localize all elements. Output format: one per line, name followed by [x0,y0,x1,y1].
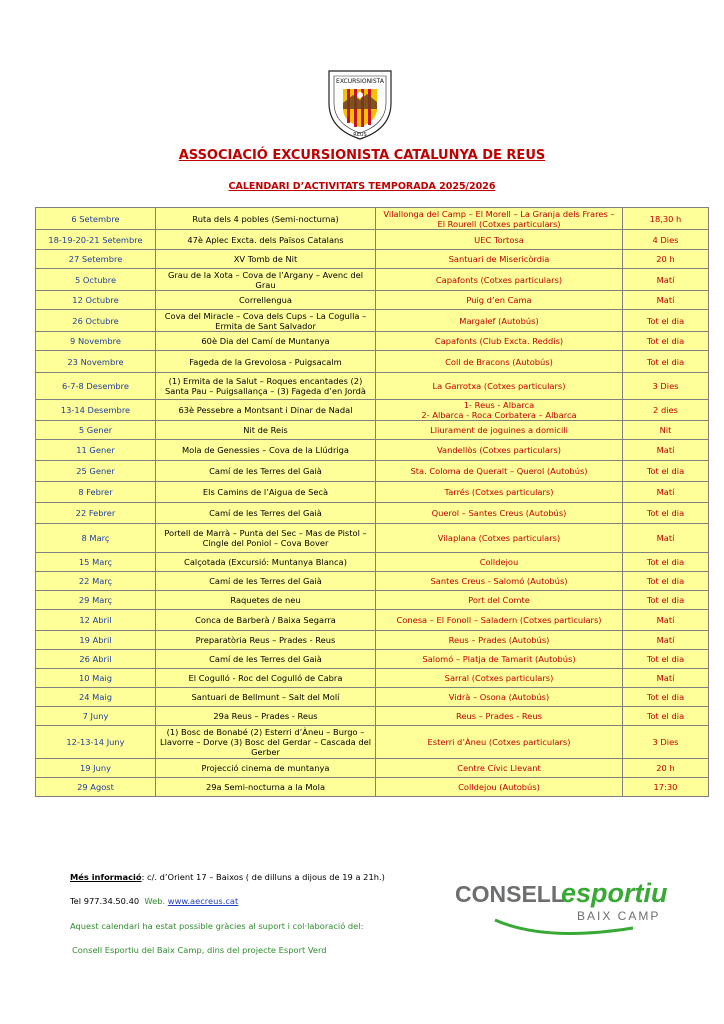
row-place: Vandellòs (Cotxes particulars) [376,440,623,461]
row-activity: Camí de les Terres del Gaià [156,650,376,669]
row-place: Vidrà – Osona (Autobús) [376,688,623,707]
more-info [70,872,385,882]
row-date: 29 Març [36,591,156,610]
more-info-text: : c/. d’Orient 17 – Baixos ( de dilluns a dijous de 19 a 21h.) [141,872,385,882]
row-duration: Matí [623,524,709,553]
row-place: Vilaplana (Cotxes particulars) [376,524,623,553]
row-activity: Els Camins de l’Aigua de Secà [156,482,376,503]
row-duration: 2 dies [623,400,709,421]
row-place: Sta. Coloma de Queralt – Querol (Autobús) [376,461,623,482]
row-place: Centre Cívic Llevant [376,759,623,778]
row-duration: Tot el dia [623,707,709,726]
row-date: 5 Octubre [36,269,156,291]
row-activity: 29a Reus – Prades - Reus [156,707,376,726]
table-row [36,707,709,726]
consell-word: CONSELL [455,881,565,907]
row-date: 22 Febrer [36,503,156,524]
row-activity: Grau de la Xota – Cova de l’Argany – Avenc del Grau [156,269,376,291]
table-row [36,373,709,400]
row-place: Salomó – Platja de Tamarit (Autobús) [376,650,623,669]
row-duration: Matí [623,440,709,461]
row-duration: Matí [623,291,709,310]
table-row [36,572,709,591]
row-activity: Portell de Marrà – Punta del Sec – Mas de Pistol – Cingle del Poniol – Cova Bover [156,524,376,553]
table-row [36,482,709,503]
row-activity: Ruta dels 4 pobles (Semi-nocturna) [156,208,376,230]
row-place: Puig d’en Cama [376,291,623,310]
table-row [36,610,709,631]
page-subtitle: CALENDARI D’ACTIVITATS TEMPORADA 2025/2026 [228,181,496,192]
row-date: 27 Setembre [36,250,156,269]
row-date: 24 Maig [36,688,156,707]
row-place: La Garrotxa (Cotxes particulars) [376,373,623,400]
row-activity: Santuari de Bellmunt – Salt del Molí [156,688,376,707]
contact-line [70,896,238,906]
table-row [36,269,709,291]
row-activity: Cova del Miracle – Cova dels Cups – La Cogulla – Ermita de Sant Salvador [156,310,376,332]
web-label: Web. [144,896,166,906]
row-duration: Tot el dia [623,688,709,707]
row-date: 23 Novembre [36,351,156,373]
table-row [36,421,709,440]
row-duration: Tot el dia [623,503,709,524]
row-date: 7 Juny [36,707,156,726]
support-text: Aquest calendari ha estat possible gràcies al suport i col·laboració del: [70,921,364,931]
row-date: 12 Octubre [36,291,156,310]
row-date: 5 Gener [36,421,156,440]
table-row [36,332,709,351]
table-row [36,230,709,250]
row-date: 19 Abril [36,631,156,650]
row-duration: Tot el dia [623,332,709,351]
row-duration: Nit [623,421,709,440]
row-activity: El Cogulló - Roc del Cogulló de Cabra [156,669,376,688]
table-row [36,553,709,572]
table-row [36,250,709,269]
row-date: 15 Març [36,553,156,572]
row-duration: 17:30 [623,778,709,797]
table-row [36,650,709,669]
row-place: 1- Reus - Albarca 2- Albarca - Roca Corbatera – Albarca [376,400,623,421]
row-date: 19 Juny [36,759,156,778]
table-row [36,778,709,797]
row-place: Capafonts (Cotxes particulars) [376,269,623,291]
esportiu-word: esportiu [561,878,668,908]
row-duration: 20 h [623,759,709,778]
row-duration: Tot el dia [623,461,709,482]
row-date: 25 Gener [36,461,156,482]
row-date: 12 Abril [36,610,156,631]
table-row [36,688,709,707]
row-duration: Tot el dia [623,650,709,669]
row-place: Coll de Bracons (Autobús) [376,351,623,373]
row-date: 11 Gener [36,440,156,461]
row-place: Reus – Prades - Reus [376,707,623,726]
row-activity: Nit de Reis [156,421,376,440]
row-place: Reus – Prades (Autobús) [376,631,623,650]
row-date: 26 Octubre [36,310,156,332]
activities-table [35,207,709,797]
row-duration: Tot el dia [623,310,709,332]
row-duration: 3 Dies [623,373,709,400]
row-place: UEC Tortosa [376,230,623,250]
row-duration: Matí [623,669,709,688]
row-activity: XV Tomb de Nit [156,250,376,269]
table-row [36,726,709,759]
row-place: Capafonts (Club Excta. Reddis) [376,332,623,351]
row-activity: Raquetes de neu [156,591,376,610]
row-duration: Tot el dia [623,591,709,610]
row-activity: (1) Bosc de Bonabé (2) Esterri d’Àneu – Burgo – Llavorre – Dorve (3) Bosc del Gerdar – Cascada del Gerber [156,726,376,759]
row-place: Lliurament de joguines a domicili [376,421,623,440]
row-date: 18-19-20-21 Setembre [36,230,156,250]
row-duration: Matí [623,269,709,291]
logo-bottom-text: REUS [353,132,367,138]
row-activity: 29a Semi-nocturna a la Mola [156,778,376,797]
row-duration: 4 Dies [623,230,709,250]
table-row [36,400,709,421]
row-place: Santuari de Misericòrdia [376,250,623,269]
row-activity: Correllengua [156,291,376,310]
row-activity: (1) Ermita de la Salut – Roques encantades (2) Santa Pau – Puigsallança – (3) Fageda d’en Jordà [156,373,376,400]
logo-top-text: EXCURSIONISTA [336,78,384,85]
row-duration: Tot el dia [623,572,709,591]
row-activity: Camí de les Terres del Gaià [156,461,376,482]
row-place: Sarral (Cotxes particulars) [376,669,623,688]
row-date: 12-13-14 Juny [36,726,156,759]
row-duration: 18,30 h [623,208,709,230]
association-logo [325,67,395,141]
table-row [36,351,709,373]
row-activity: 60è Dia del Camí de Muntanya [156,332,376,351]
row-place: Vilallonga del Camp – El Morell – La Granja dels Frares – El Rourell (Cotxes particulars) [376,208,623,230]
row-date: 13-14 Desembre [36,400,156,421]
row-date: 8 Març [36,524,156,553]
table-row [36,310,709,332]
table-row [36,591,709,610]
row-date: 9 Novembre [36,332,156,351]
table-row [36,208,709,230]
row-activity: 47è Aplec Excta. dels Països Catalans [156,230,376,250]
row-date: 22 Març [36,572,156,591]
row-duration: Tot el dia [623,351,709,373]
consell-esportiu-logo [455,872,715,952]
table-row [36,524,709,553]
row-place: Querol – Santes Creus (Autobús) [376,503,623,524]
row-place: Port del Comte [376,591,623,610]
page-title: ASSOCIACIÓ EXCURSIONISTA CATALUNYA DE REUS [178,148,546,163]
row-duration: Matí [623,610,709,631]
row-date: 6 Setembre [36,208,156,230]
row-activity: 63è Pessebre a Montsant i Dinar de Nadal [156,400,376,421]
row-date: 29 Agost [36,778,156,797]
row-place: Santes Creus - Salomó (Autobús) [376,572,623,591]
baix-camp-word: BAIX CAMP [577,909,661,923]
table-row [36,503,709,524]
row-activity: Conca de Barberà / Baixa Segarra [156,610,376,631]
row-activity: Projecció cinema de muntanya [156,759,376,778]
row-duration: Tot el dia [623,553,709,572]
row-activity: Preparatòria Reus – Prades - Reus [156,631,376,650]
row-place: Colldejou (Autobús) [376,778,623,797]
table-row [36,440,709,461]
row-duration: 20 h [623,250,709,269]
more-info-label: Més informació [70,872,142,882]
row-date: 26 Abril [36,650,156,669]
row-place: Tarrés (Cotxes particulars) [376,482,623,503]
phone-text: Tel 977.34.50.40 [70,896,140,906]
row-date: 8 Febrer [36,482,156,503]
row-activity: Mola de Genessies – Cova de la Llúdriga [156,440,376,461]
row-date: 6-7-8 Desembre [36,373,156,400]
row-duration: Matí [623,631,709,650]
row-activity: Fageda de la Grevolosa - Puigsacalm [156,351,376,373]
row-duration: 3 Dies [623,726,709,759]
row-activity: Camí de les Terres del Gaià [156,503,376,524]
row-date: 10 Maig [36,669,156,688]
table-row [36,631,709,650]
row-place: Conesa – El Fonoll – Saladern (Cotxes particulars) [376,610,623,631]
table-row [36,291,709,310]
website-link[interactable]: www.aecreus.cat [167,896,239,906]
table-row [36,759,709,778]
row-duration: Matí [623,482,709,503]
table-row [36,669,709,688]
row-activity: Camí de les Terres del Gaià [156,572,376,591]
table-row [36,461,709,482]
row-place: Colldejou [376,553,623,572]
council-text: Consell Esportiu del Baix Camp, dins del projecte Esport Verd [72,945,327,955]
row-place: Esterri d’Àneu (Cotxes particulars) [376,726,623,759]
row-activity: Calçotada (Excursió: Muntanya Blanca) [156,553,376,572]
row-place: Margalef (Autobús) [376,310,623,332]
